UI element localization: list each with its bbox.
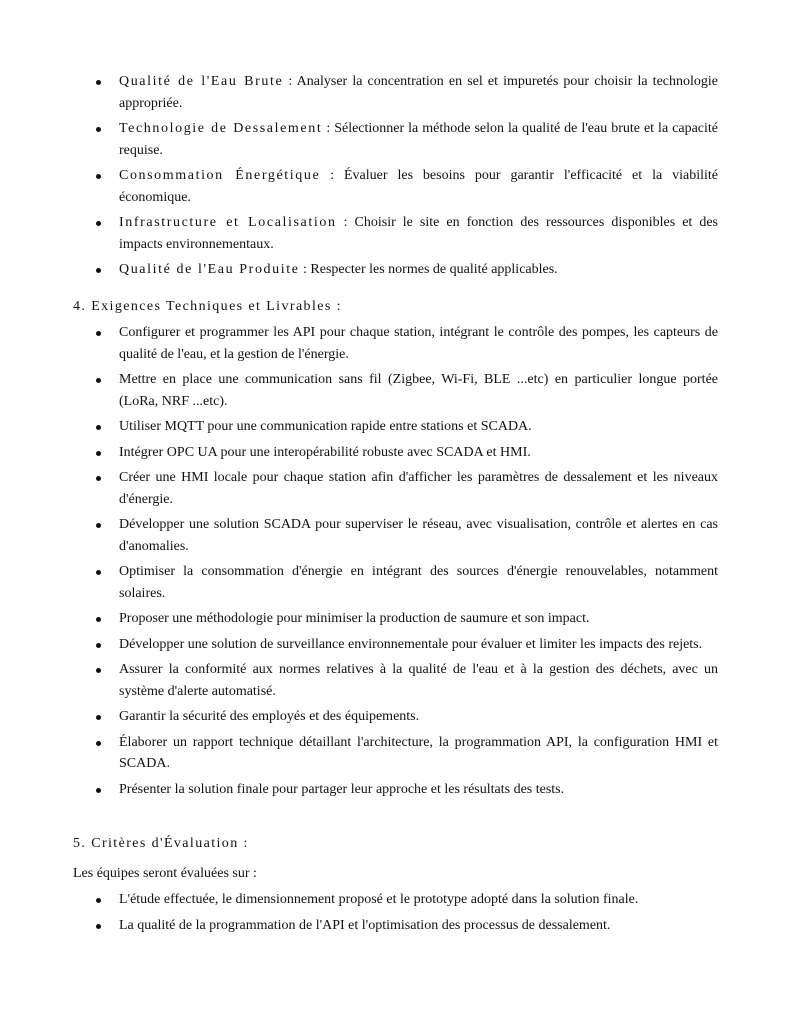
- list-item: [73, 514, 718, 557]
- list-item-text: La qualité de la programmation de l'API et l'optimisation des processus de dessalement.: [119, 917, 611, 933]
- bullet-icon: [96, 331, 101, 336]
- list-item-text: Garantir la sécurité des employés et des équipements.: [119, 709, 420, 724]
- list-item: [73, 259, 718, 281]
- list-item: [73, 779, 718, 801]
- criteria-text: : Analyser la concentration en sel et impuretés pour choisir la technologie appropriée.: [119, 74, 718, 111]
- bullet-icon: [96, 570, 101, 575]
- list-item: [73, 322, 718, 365]
- list-item-text: Présenter la solution finale pour partager leur approche et les résultats des tests.: [119, 781, 565, 797]
- criteria-text: : Respecter les normes de qualité applicables.: [299, 262, 558, 277]
- list-item-text: Développer une solution SCADA pour superviser le réseau, avec visualisation, contrôle et alertes en cas d'anomalies.: [119, 517, 718, 554]
- list-item-text: Proposer une méthodologie pour minimiser la production de saumure et son impact.: [119, 611, 590, 626]
- list-item-text: Développer une solution de surveillance environnementale pour évaluer et limiter les impacts des rejets.: [119, 636, 703, 652]
- list-item-text: Élaborer un rapport technique détaillant l'architecture, la programmation API, la configuration HMI et SCADA.: [119, 734, 718, 771]
- bullet-icon: [96, 668, 101, 673]
- section-4-heading: 4. Exigences Techniques et Livrables :: [73, 299, 342, 314]
- list-item-text: Intégrer OPC UA pour une interopérabilité robuste avec SCADA et HMI.: [119, 444, 531, 460]
- list-item: [73, 915, 718, 937]
- bullet-icon: [96, 788, 101, 793]
- list-item: [73, 442, 718, 464]
- list-item-text: Mettre en place une communication sans fil (Zigbee, Wi-Fi, BLE ...etc) en particulier longue portée (LoRa, NRF ...etc).: [119, 372, 718, 409]
- section-5-intro: Les équipes seront évaluées sur :: [73, 866, 257, 881]
- bullet-icon: [96, 127, 101, 132]
- bullet-icon: [96, 523, 101, 528]
- criteria-term: Infrastructure et Localisation: [119, 215, 337, 230]
- criteria-text: : Choisir le site en fonction des ressources disponibles et des impacts environnementaux.: [119, 215, 718, 252]
- bullet-icon: [96, 425, 101, 430]
- list-item-text: L'étude effectuée, le dimensionnement proposé et le prototype adopté dans la solution finale.: [119, 892, 639, 907]
- criteria-term: Consommation Énergétique: [119, 168, 321, 183]
- list-item: [73, 165, 718, 208]
- list-item: [73, 212, 718, 255]
- bullet-icon: [96, 715, 101, 720]
- bullet-icon: [96, 174, 101, 179]
- bullet-icon: [96, 924, 101, 929]
- section-4-list-block: [73, 322, 718, 800]
- bullet-icon: [96, 221, 101, 226]
- list-item: [73, 889, 718, 911]
- list-item: [73, 467, 718, 510]
- list-item: [73, 71, 718, 114]
- bullet-icon: [96, 476, 101, 481]
- bullet-icon: [96, 80, 101, 85]
- criteria-term: Qualité de l'Eau Produite: [119, 262, 300, 277]
- section-5-list: [73, 889, 718, 936]
- list-item: [73, 608, 718, 630]
- criteria-text: : Évaluer les besoins pour garantir l'efficacité et la viabilité économique.: [119, 168, 718, 205]
- list-item: [73, 416, 718, 438]
- list-item-text: Optimiser la consommation d'énergie en intégrant des sources d'énergie renouvelables, notamment solaires.: [119, 564, 718, 601]
- criteria-text: : Sélectionner la méthode selon la qualité de l'eau brute et la capacité requise.: [119, 121, 718, 158]
- bullet-icon: [96, 378, 101, 383]
- bullet-icon: [96, 451, 101, 456]
- list-item: [73, 369, 718, 412]
- list-item-text: Assurer la conformité aux normes relatives à la qualité de l'eau et à la gestion des déchets, avec un système d'alerte automatisé.: [119, 662, 718, 699]
- criteria-list-block: [73, 71, 718, 281]
- list-item-text: Créer une HMI locale pour chaque station afin d'afficher les paramètres de dessalement et les niveaux d'énergie.: [119, 470, 718, 507]
- list-item: [73, 561, 718, 604]
- list-item: [73, 732, 718, 775]
- list-item: [73, 118, 718, 161]
- bullet-icon: [96, 268, 101, 273]
- bullet-icon: [96, 898, 101, 903]
- list-item-text: Configurer et programmer les API pour chaque station, intégrant le contrôle des pompes, les capteurs de qualité de l'eau, et la gestion de l'énergie.: [119, 325, 718, 362]
- section-5-heading: 5. Critères d'Évaluation :: [73, 836, 249, 851]
- bullet-icon: [96, 617, 101, 622]
- section-4-list: [73, 322, 718, 800]
- list-item-text: Utiliser MQTT pour une communication rapide entre stations et SCADA.: [119, 419, 532, 434]
- bullet-icon: [96, 643, 101, 648]
- list-item: [73, 634, 718, 656]
- list-item: [73, 659, 718, 702]
- section-5-list-block: [73, 889, 718, 936]
- bullet-icon: [96, 741, 101, 746]
- criteria-term: Qualité de l'Eau Brute: [119, 74, 284, 89]
- list-item: [73, 706, 718, 728]
- criteria-term: Technologie de Dessalement: [119, 121, 323, 136]
- criteria-list: [73, 71, 718, 281]
